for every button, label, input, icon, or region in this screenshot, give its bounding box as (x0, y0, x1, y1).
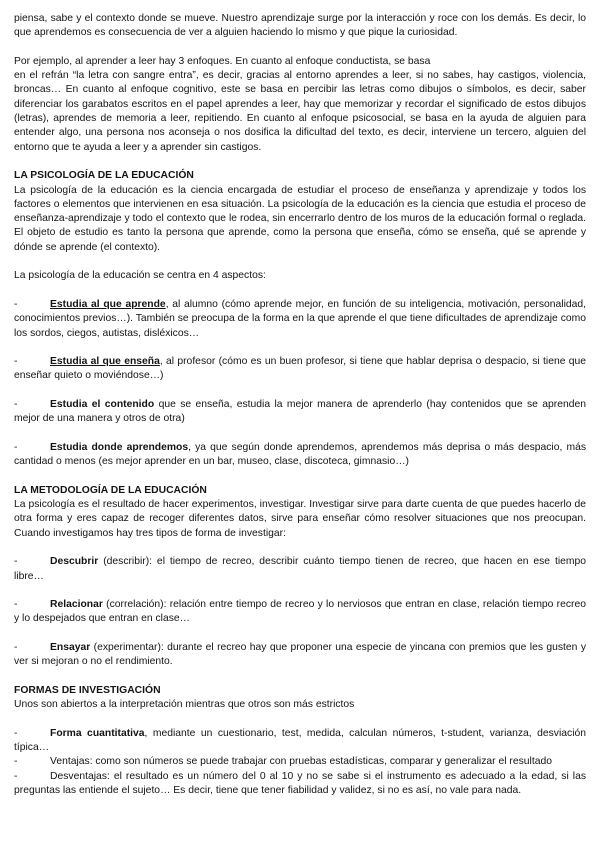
intro-paragraph-1: piensa, sabe y el contexto donde se mueve. Nuestro aprendizaje surge por la interacción y roce con los demás. Es decir, lo que aprendemos es consecuencia de ver a alguien haciendo lo mismo y que pique la curiosidad. (14, 13, 586, 39)
list-dash: - (14, 356, 18, 368)
list-item-bold: Estudia donde aprendemos (50, 441, 189, 453)
list-item-aspecto-3 (14, 398, 586, 427)
list-item-text: , mediante un cuestionario, test, medida, calculan números, t-student, varianza, desviación típica… (14, 727, 586, 754)
desventajas-text: : el resultado es un número del 0 al 10 y no se sabe si el instrumento es adecuado a la edad, si las preguntas las entiende el sujeto… Es decir, tiene que tener fiabilidad y validez, si no es así, no vale para nada. (14, 770, 586, 797)
intro-paragraph-2-line-1: Por ejemplo, al aprender a leer hay 3 enfoques. En cuanto al enfoque conductista, se basa (14, 55, 431, 67)
list-item-investigar-3 (14, 641, 586, 670)
list-item-bold: Forma cuantitativa (50, 727, 145, 739)
list-item-ventajas (14, 755, 586, 769)
list-item-text: , al profesor (cómo es un buen profesor, si tiene que hablar deprisa o despacio, si tiene que enseñar quieto o moviéndose…) (14, 356, 586, 382)
list-dash: - (14, 727, 18, 739)
list-item-bold: Estudia al que aprende (50, 298, 166, 310)
list-dash: - (14, 441, 18, 453)
list-item-aspecto-1 (14, 298, 586, 341)
section-heading-formas: FORMAS DE INVESTIGACIÓN (14, 684, 161, 696)
list-item-bold: Ensayar (50, 642, 91, 654)
list-dash: - (14, 298, 18, 310)
list-item-text: que se enseña, estudia la mejor manera de aprenderlo (hay contenidos que se aprenden mejor de una manera y otros de otra) (14, 399, 586, 425)
section-heading-psicologia: LA PSICOLOGÍA DE LA EDUCACIÓN (14, 170, 194, 182)
desventajas-label: Desventajas (50, 770, 107, 782)
psicologia-paragraph-2: La psicología de la educación se centra en 4 aspectos: (14, 270, 266, 282)
list-item-desventajas (14, 770, 586, 799)
list-dash: - (14, 599, 18, 611)
intro-paragraph-2 (14, 55, 586, 155)
section-heading-metodologia: LA METODOLOGÍA DE LA EDUCACIÓN (14, 484, 207, 496)
list-item-aspecto-4 (14, 441, 586, 470)
list-item-bold: Relacionar (50, 599, 103, 611)
list-item-text: (experimentar): durante el recreo hay que proponer una especie de yincana con premios que les gusten y ver si mejoran o no el rendimiento. (14, 642, 586, 668)
list-item-bold: Estudia el contenido (50, 399, 155, 411)
list-item-investigar-2 (14, 598, 586, 627)
list-item-text: (describir): el tiempo de recreo, describir cuánto tiempo tienen de recreo, que hacen en ese tiempo libre… (14, 556, 586, 582)
ventajas-label: Ventajas (50, 756, 90, 768)
list-item-text: (correlación): relación entre tiempo de recreo y lo nerviosos que entran en clase, relación tiempo recreo y lo despejados que entran en clase… (14, 599, 586, 625)
ventajas-text: : como son números se puede trabajar con pruebas estadísticas, comparar y generalizar el resultado (89, 756, 552, 768)
metodologia-paragraph-1: La psicología es el resultado de hacer experimentos, investigar. Investigar sirve para darte cuenta de que puedes hacerlo de otra forma y eres capaz de recoger diferentes datos, sirve para enseñar cómo resolver situaciones que nos preocupan. Cuando investigamos hay tres tipos de forma de investigar: (14, 499, 586, 539)
list-dash: - (14, 642, 18, 654)
list-dash: - (14, 399, 18, 411)
list-dash: - (14, 770, 18, 782)
list-item-text: , al alumno (cómo aprende mejor, en función de su inteligencia, motivación, personalidad, conocimientos previos…). También se preocupa de la forma en la que aprende el que tiene dificultades de aprendizaje como los sordos, ciegos, autistas, disléxicos… (14, 298, 586, 339)
list-item-forma-cuantitativa (14, 727, 586, 756)
intro-paragraph-2-rest: en el refrán “la letra con sangre entra”, es decir, gracias al entorno aprendes a leer, si no sabes, hay castigos, violencia, broncas… En cuanto al enfoque cognitivo, este se basa en percibir las letras como dibujos o símbolos, es decir, saber diferenciar los garabatos escritos en el papel aprendes a leer, hay que memorizar y recordar el significado de estos dibujos (letras), aprendes de memoria a leer, repitiendo. En cuanto al enfoque psicosocial, se basa en la ayuda de alguien para entender algo, una persona nos aconseja o nos dosifica la dificultad del texto, es decir, interviene un tercero, alguien del entorno que te ayuda a leer y a aprender sin castigos. (14, 70, 586, 153)
formas-paragraph-1: Unos son abiertos a la interpretación mientras que otros son más estrictos (14, 699, 355, 711)
list-item-investigar-1 (14, 555, 586, 584)
list-item-bold: Descubrir (50, 556, 99, 568)
list-item-text: , ya que según donde aprendemos, aprendemos más deprisa o más despacio, más cantidad o menos (es mejor aprender en un bar, museo, clase, discoteca, gimnasio…) (14, 441, 587, 468)
list-item-aspecto-2 (14, 355, 586, 384)
list-dash: - (14, 756, 18, 768)
list-dash: - (14, 556, 18, 568)
list-item-bold: Estudia al que enseña (50, 356, 160, 368)
psicologia-paragraph-1: La psicología de la educación es la ciencia encargada de estudiar el proceso de enseñanza y aprendizaje y todos los factores o elementos que intervienen en esa situación. La psicología de la educación es la ciencia que estudia el proceso de enseñanza-aprendizaje y todo el contexto que le rodea, sin encerrarlo dentro de los muros de la educación formal o reglada. El objeto de estudio es tanto la persona que aprende, como la persona que enseña, cómo se enseña, qué se aprende y dónde se aprende (el contexto). (14, 184, 586, 253)
